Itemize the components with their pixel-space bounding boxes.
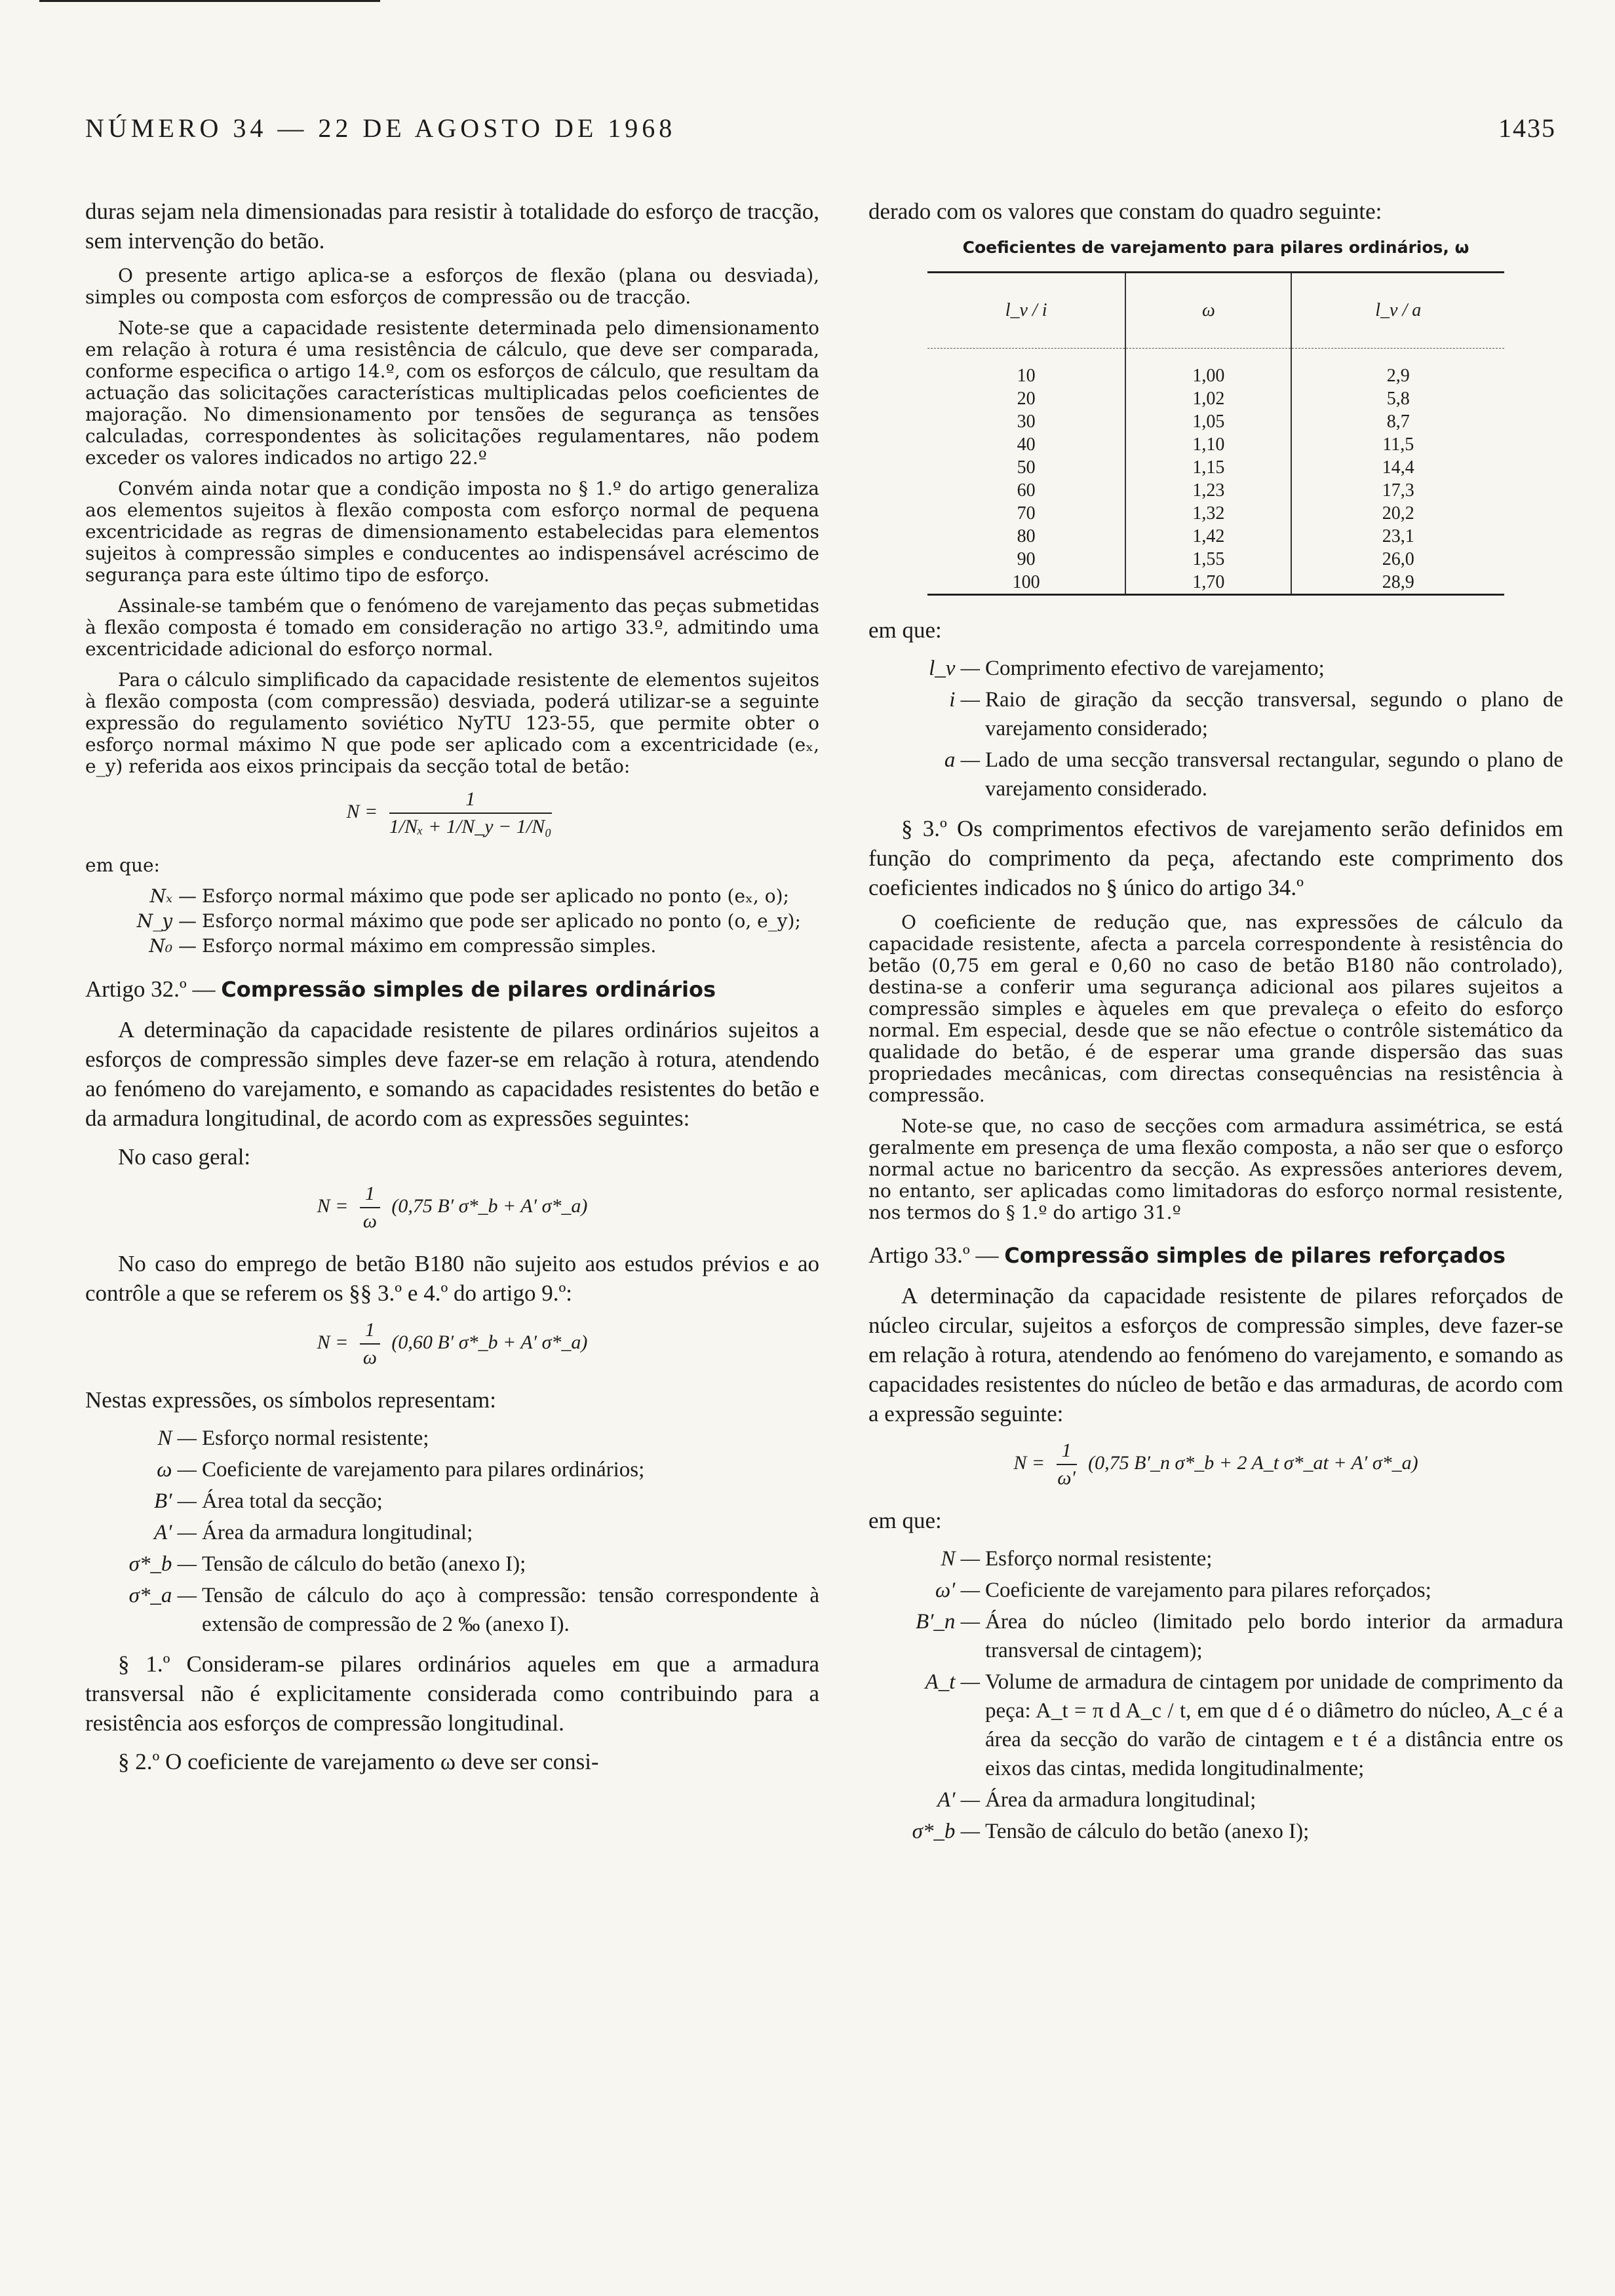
page-number: 1435 bbox=[1498, 113, 1556, 143]
definition-item bbox=[868, 1576, 1563, 1605]
definition-item bbox=[868, 1607, 1563, 1665]
table-cell: 10 bbox=[1017, 366, 1036, 386]
definition-item bbox=[85, 935, 819, 957]
top-rule bbox=[39, 0, 380, 2]
commentary-paragraph: Convém ainda notar que a condição imposta no § 1.º do artigo generaliza aos elementos sujeitos à flexão composta com esforço normal de pequena excentricidade as regras de dimensionamento estabelecidas para elementos sujeitos à compressão simples e conducentes ao indispensável acréscimo de segurança para este último tipo de esforço. bbox=[85, 478, 819, 586]
paragraph: A determinação da capacidade resistente de pilares reforçados de núcleo circular, sujeitos a esforços de compressão simples, deve fazer-se em relação à rotura, atendendo ao fenómeno do varejamento, e somando as capacidades resistentes do núcleo de betão e das armaduras, de acordo com a expressão seguinte: bbox=[868, 1283, 1563, 1426]
table-row bbox=[927, 479, 1504, 502]
table-cell: 2,9 bbox=[1291, 349, 1504, 388]
formula-denominator bbox=[389, 814, 552, 840]
formula-b180 bbox=[85, 1317, 819, 1371]
formula-fraction bbox=[360, 1181, 380, 1234]
commentary-paragraph: Para o cálculo simplificado da capacidade resistente de elementos sujeitos à flexão composta (com compressão) desviada, poderá utilizar-se a seguinte expressão do regulamento soviético NyTU 123-55, que permite obter o esforço normal máximo N que pode ser aplicado com a excentricidade (eₓ, e_y) referida aos eixos principais da secção total de betão: bbox=[85, 669, 819, 777]
table-cell: 1,70 bbox=[1125, 571, 1291, 595]
paragraph: No caso geral: bbox=[118, 1144, 251, 1170]
definition-text: Área do núcleo (limitado pelo bordo interior da armadura transversal de cintagem); bbox=[985, 1610, 1563, 1662]
formula-rhs: (0,60 B′ σ*_b + A′ σ*_a) bbox=[391, 1331, 588, 1353]
definition-symbol: A′ — bbox=[154, 1521, 197, 1544]
paragraph: derado com os valores que constam do quadro seguinte: bbox=[868, 199, 1382, 224]
definition-item bbox=[868, 685, 1563, 743]
formula-rhs: (0,75 B′ σ*_b + A′ σ*_a) bbox=[391, 1195, 588, 1217]
left-column bbox=[85, 197, 819, 1786]
table-cell: 1,23 bbox=[1125, 479, 1291, 502]
table-cell: 1,05 bbox=[1125, 410, 1291, 433]
definition-symbol: Nₓ — bbox=[149, 885, 197, 907]
formula-operator: − bbox=[498, 816, 512, 837]
definition-text: Volume de armadura de cintagem por unidade de comprimento da peça: A_t = π d A_c / t, em que d é o diâmetro do núcleo, A_c é a área da secção do varão de cintagem e t é a distância entre os eixos das cintas, medida longitudinalmente; bbox=[985, 1670, 1563, 1780]
symbol-definitions bbox=[85, 1424, 819, 1639]
table-row bbox=[927, 433, 1504, 456]
commentary-paragraph: Note-se que, no caso de secções com armadura assimétrica, se está geralmente em presença de uma flexão composta, a não ser que o esforço normal actue no baricentro da secção. As expressões anteriores devem, no entanto, ser aplicadas como limitadoras do esforço normal resistente, nos termos do § 1.º do artigo 31.º bbox=[868, 1115, 1563, 1223]
table-title: Coeficientes de varejamento para pilares ordinários, ω bbox=[962, 238, 1469, 257]
definition-text: Tensão de cálculo do aço à compressão: tensão correspondente à extensão de compressão de 2 ‰ (anexo I). bbox=[202, 1584, 819, 1636]
table-cell: 20,2 bbox=[1291, 502, 1504, 525]
definition-text: Esforço normal resistente; bbox=[985, 1547, 1213, 1571]
definition-item bbox=[85, 1581, 819, 1639]
paragraph: Nestas expressões, os símbolos representam: bbox=[85, 1387, 496, 1413]
definition-item bbox=[868, 1544, 1563, 1573]
commentary-paragraph: O presente artigo aplica-se a esforços de flexão (plana ou desviada), simples ou composta com esforços de compressão ou de tracção. bbox=[85, 265, 819, 308]
definition-item bbox=[85, 1487, 819, 1516]
definition-text: Esforço normal máximo que pode ser aplicado no ponto (eₓ, o); bbox=[202, 885, 789, 907]
formula-nytu bbox=[85, 786, 819, 840]
table-cell: 1,10 bbox=[1125, 433, 1291, 456]
commentary-paragraph: Assinale-se também que o fenómeno de varejamento das peças submetidas à flexão composta é tomado em consideração no artigo 33.º, admitindo uma excentricidade adicional do esforço normal. bbox=[85, 595, 819, 660]
table-cell: 17,3 bbox=[1291, 479, 1504, 502]
table-header: l_v / a bbox=[1291, 273, 1504, 349]
definition-symbol: a — bbox=[944, 748, 980, 772]
formula-operator: + bbox=[428, 816, 442, 837]
coefficient-table bbox=[927, 271, 1504, 596]
table-cell: 26,0 bbox=[1291, 548, 1504, 571]
formula-term: 1/Nₓ bbox=[389, 816, 423, 837]
definition-item bbox=[85, 1455, 819, 1484]
formula-fraction bbox=[1057, 1438, 1077, 1491]
formula-fraction bbox=[389, 786, 552, 840]
commentary-paragraph: Note-se que a capacidade resistente determinada pelo dimensionamento em relação à rotura é uma resistência de cálculo, que deve ser comparada, conforme especifica o artigo 14.º, com os esforços de cálculo, que resultam da actuação das solicitações características multiplicadas pelos coeficientes de majoração. No dimensionamento por tensões de segurança as tensões calculadas, correspondentes às solicitações regulamentares, não podem exceder os valores indicados no artigo 22.º bbox=[85, 317, 819, 469]
definition-text: Área da armadura longitudinal; bbox=[202, 1521, 473, 1544]
table-cell: 5,8 bbox=[1291, 387, 1504, 410]
formula-numerator: 1 bbox=[389, 786, 552, 814]
definition-symbol: B′_n — bbox=[916, 1610, 980, 1634]
article-33-heading bbox=[868, 1240, 1563, 1271]
em-que-label: em que: bbox=[868, 617, 942, 643]
formula-fraction bbox=[360, 1317, 380, 1371]
definition-text: Esforço normal máximo em compressão simples. bbox=[202, 935, 657, 957]
table-row bbox=[927, 387, 1504, 410]
definition-symbol: σ*_b — bbox=[128, 1552, 197, 1576]
definition-symbol: σ*_a — bbox=[128, 1584, 197, 1607]
definition-text: Tensão de cálculo do betão (anexo I); bbox=[985, 1820, 1310, 1843]
formula-denominator: ω′ bbox=[1057, 1467, 1076, 1489]
formula-general bbox=[85, 1181, 819, 1234]
table-cell: 1,00 bbox=[1125, 349, 1291, 388]
definition-symbol: ω — bbox=[157, 1458, 197, 1482]
table-row bbox=[927, 548, 1504, 571]
table-cell: 70 bbox=[1017, 503, 1036, 524]
table-cell: 1,15 bbox=[1125, 456, 1291, 479]
definition-symbol: i — bbox=[949, 688, 980, 712]
formula-numerator: 1 bbox=[360, 1317, 380, 1345]
formula-term: 1/N_y bbox=[446, 816, 494, 837]
article-title: Compressão simples de pilares ordinários bbox=[221, 977, 716, 1002]
formula-lhs: N = bbox=[346, 800, 378, 822]
table-cell: 1,02 bbox=[1125, 387, 1291, 410]
article-32-heading bbox=[85, 974, 819, 1004]
formula-lhs: N = bbox=[1013, 1451, 1045, 1474]
issue-date: NÚMERO 34 — 22 DE AGOSTO DE 1968 bbox=[85, 113, 676, 143]
formula-numerator: 1 bbox=[360, 1181, 380, 1208]
formula-denominator: ω bbox=[362, 1210, 377, 1232]
symbol-definitions bbox=[85, 885, 819, 957]
paragraph: A determinação da capacidade resistente de pilares ordinários sujeitos a esforços de compressão simples deve fazer-se em relação à rotura, atendendo ao fenómeno do varejamento, e somando as capacidades resistentes do betão e da armadura longitudinal, de acordo com as expressões seguintes: bbox=[85, 1017, 819, 1131]
definition-text: Tensão de cálculo do betão (anexo I); bbox=[202, 1552, 526, 1576]
paragraph: duras sejam nela dimensionadas para resistir à totalidade do esforço de tracção, sem intervenção do betão. bbox=[85, 199, 819, 254]
definition-item bbox=[868, 1817, 1563, 1846]
definition-symbol: B′ — bbox=[154, 1489, 197, 1513]
paragraph: § 1.º Consideram-se pilares ordinários aqueles em que a armadura transversal não é explicitamente considerada como contribuindo para a resistência aos esforços de compressão longitudinal. bbox=[85, 1651, 819, 1736]
formula-reinforced bbox=[868, 1438, 1563, 1491]
article-number: Artigo 33.º — bbox=[868, 1242, 999, 1268]
definition-symbol: N_y — bbox=[136, 910, 197, 932]
definition-symbol: l_v — bbox=[929, 657, 980, 680]
table-row bbox=[927, 349, 1504, 388]
table-row bbox=[927, 571, 1504, 595]
formula-lhs: N = bbox=[317, 1331, 349, 1353]
definition-item bbox=[85, 1550, 819, 1578]
table-body bbox=[927, 349, 1504, 595]
table-cell: 8,7 bbox=[1291, 410, 1504, 433]
table-cell: 40 bbox=[1017, 434, 1036, 455]
table-cell: 14,4 bbox=[1291, 456, 1504, 479]
definition-symbol: σ*_b — bbox=[912, 1820, 980, 1843]
definition-text: Área da armadura longitudinal; bbox=[985, 1788, 1256, 1812]
right-column bbox=[868, 197, 1563, 1856]
page-header bbox=[85, 113, 1556, 152]
table-cell: 1,42 bbox=[1125, 525, 1291, 548]
paragraph: § 2.º O coeficiente de varejamento ω deve ser consi- bbox=[118, 1749, 599, 1774]
definition-symbol: N — bbox=[941, 1547, 980, 1571]
symbol-definitions bbox=[868, 1544, 1563, 1846]
definition-text: Esforço normal resistente; bbox=[202, 1426, 429, 1450]
definition-text: Comprimento efectivo de varejamento; bbox=[985, 657, 1325, 680]
definition-symbol: A_t — bbox=[925, 1670, 980, 1694]
formula-denominator: ω bbox=[362, 1347, 377, 1368]
table-cell: 23,1 bbox=[1291, 525, 1504, 548]
table-cell: 80 bbox=[1017, 526, 1036, 546]
definition-item bbox=[85, 885, 819, 908]
table-header: l_v / i bbox=[927, 273, 1125, 349]
definition-text: Raio de giração da secção transversal, segundo o plano de varejamento considerado; bbox=[985, 688, 1563, 740]
table-cell: 90 bbox=[1017, 549, 1036, 569]
definition-symbol: A′ — bbox=[937, 1788, 980, 1812]
article-title: Compressão simples de pilares reforçados bbox=[1004, 1243, 1506, 1268]
paragraph: § 3.º Os comprimentos efectivos de varejamento serão definidos em função do comprimento da peça, afectando este comprimento dos coeficientes indicados no § único do artigo 34.º bbox=[868, 816, 1563, 900]
definition-item bbox=[868, 746, 1563, 803]
definition-item bbox=[868, 1786, 1563, 1814]
definition-text: Área total da secção; bbox=[202, 1489, 383, 1513]
definition-text: Esforço normal máximo que pode ser aplicado no ponto (o, e_y); bbox=[202, 910, 801, 932]
table-cell: 50 bbox=[1017, 457, 1036, 478]
formula-lhs: N = bbox=[317, 1195, 349, 1217]
definition-text: Coeficiente de varejamento para pilares ordinários; bbox=[202, 1458, 645, 1482]
table-cell: 1,55 bbox=[1125, 548, 1291, 571]
table-header: ω bbox=[1125, 273, 1291, 349]
table-cell: 60 bbox=[1017, 480, 1036, 501]
formula-rhs: (0,75 B′_n σ*_b + 2 A_t σ*_at + A′ σ*_a) bbox=[1088, 1451, 1418, 1474]
table-row bbox=[927, 502, 1504, 525]
symbol-definitions bbox=[868, 654, 1563, 803]
definition-symbol: N — bbox=[157, 1426, 197, 1450]
table-cell: 20 bbox=[1017, 389, 1036, 409]
table-cell: 28,9 bbox=[1291, 571, 1504, 595]
formula-numerator: 1 bbox=[1057, 1438, 1077, 1465]
table-cell: 11,5 bbox=[1291, 433, 1504, 456]
paragraph: No caso do emprego de betão B180 não sujeito aos estudos prévios e ao contrôle a que se referem os §§ 3.º e 4.º do artigo 9.º: bbox=[85, 1251, 819, 1306]
definition-text: Lado de uma secção transversal rectangular, segundo o plano de varejamento considerado. bbox=[985, 748, 1563, 801]
definition-item bbox=[868, 1668, 1563, 1783]
definition-item bbox=[85, 910, 819, 932]
definition-symbol: ω′ — bbox=[935, 1578, 980, 1602]
article-number: Artigo 32.º — bbox=[85, 976, 216, 1002]
table-cell: 100 bbox=[927, 571, 1125, 595]
definition-item bbox=[85, 1518, 819, 1547]
commentary-paragraph: O coeficiente de redução que, nas expressões de cálculo da capacidade resistente, afecta a parcela correspondente à resistência do betão (0,75 em geral e 0,60 no caso de betão B180 não controlado), destina-se a conferir uma segurança adicional aos pilares sujeitos a compressão simples e àqueles em que prevaleça o efeito do esforço normal. Em especial, desde que se não efectue o contrôle sistemático da qualidade do betão, é de esperar uma grande dispersão das suas propriedades mecânicas, com directas consequências na resistência à compressão. bbox=[868, 911, 1563, 1106]
table-cell: 1,32 bbox=[1125, 502, 1291, 525]
table-row bbox=[927, 525, 1504, 548]
table-cell: 30 bbox=[1017, 411, 1036, 432]
table-row bbox=[927, 456, 1504, 479]
table-row bbox=[927, 410, 1504, 433]
formula-term: 1/N₀ bbox=[516, 816, 552, 837]
definition-symbol: N₀ — bbox=[149, 935, 197, 957]
definition-text: Coeficiente de varejamento para pilares reforçados; bbox=[985, 1578, 1431, 1602]
em-que-label: em que: bbox=[868, 1508, 942, 1533]
em-que-label: em que: bbox=[85, 854, 160, 876]
definition-item bbox=[868, 654, 1563, 683]
definition-item bbox=[85, 1424, 819, 1453]
